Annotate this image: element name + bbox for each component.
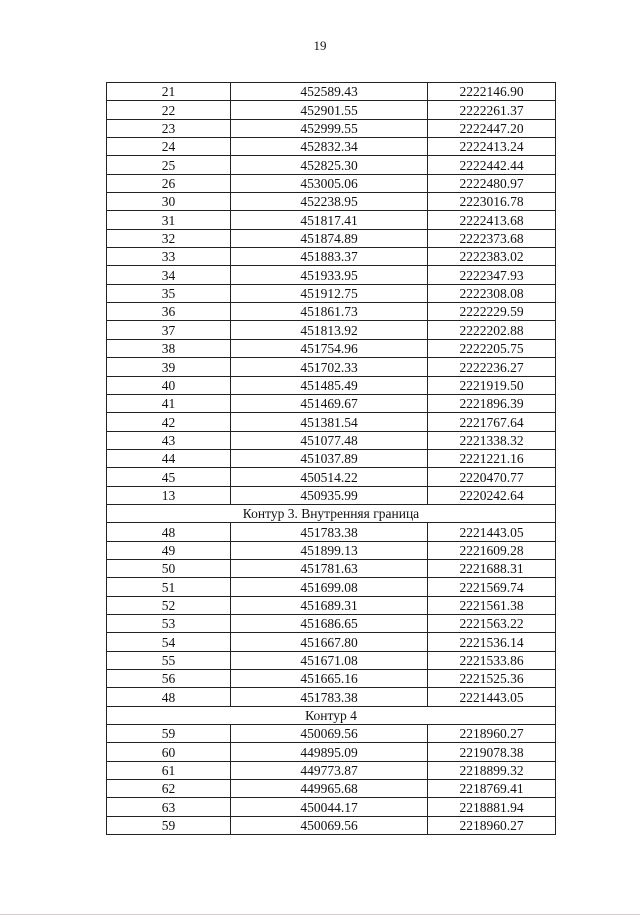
table-row <box>107 633 556 651</box>
x-coordinate-cell: 450935.99 <box>231 486 428 504</box>
table-row <box>107 358 556 376</box>
y-coordinate-cell: 2222236.27 <box>428 358 556 376</box>
x-coordinate-cell: 451671.08 <box>231 651 428 669</box>
point-number-cell: 32 <box>107 229 231 247</box>
point-number-cell: 42 <box>107 413 231 431</box>
y-coordinate-cell: 2218960.27 <box>428 725 556 743</box>
point-number-cell: 22 <box>107 101 231 119</box>
y-coordinate-cell: 2221688.31 <box>428 559 556 577</box>
table-row <box>107 725 556 743</box>
x-coordinate-cell: 451883.37 <box>231 248 428 266</box>
table-row <box>107 578 556 596</box>
x-coordinate-cell: 451783.38 <box>231 688 428 706</box>
y-coordinate-cell: 2222383.02 <box>428 248 556 266</box>
y-coordinate-cell: 2218960.27 <box>428 816 556 834</box>
point-number-cell: 54 <box>107 633 231 651</box>
point-number-cell: 23 <box>107 119 231 137</box>
x-coordinate-cell: 450069.56 <box>231 816 428 834</box>
y-coordinate-cell: 2222146.90 <box>428 83 556 101</box>
y-coordinate-cell: 2222308.08 <box>428 284 556 302</box>
y-coordinate-cell: 2222229.59 <box>428 303 556 321</box>
page-number: 19 <box>313 38 327 53</box>
x-coordinate-cell: 452832.34 <box>231 138 428 156</box>
point-number-cell: 52 <box>107 596 231 614</box>
table-row <box>107 266 556 284</box>
x-coordinate-cell: 451899.13 <box>231 541 428 559</box>
point-number-cell: 48 <box>107 523 231 541</box>
table-row <box>107 376 556 394</box>
point-number-cell: 13 <box>107 486 231 504</box>
x-coordinate-cell: 452825.30 <box>231 156 428 174</box>
y-coordinate-cell: 2222202.88 <box>428 321 556 339</box>
table-row <box>107 541 556 559</box>
section-header-row <box>107 504 556 522</box>
x-coordinate-cell: 451699.08 <box>231 578 428 596</box>
y-coordinate-cell: 2221525.36 <box>428 670 556 688</box>
point-number-cell: 24 <box>107 138 231 156</box>
x-coordinate-cell: 451077.48 <box>231 431 428 449</box>
point-number-cell: 39 <box>107 358 231 376</box>
table-row <box>107 596 556 614</box>
point-number-cell: 59 <box>107 725 231 743</box>
y-coordinate-cell: 2222373.68 <box>428 229 556 247</box>
table-row <box>107 339 556 357</box>
table-row <box>107 761 556 779</box>
y-coordinate-cell: 2222413.68 <box>428 211 556 229</box>
y-coordinate-cell: 2220242.64 <box>428 486 556 504</box>
point-number-cell: 41 <box>107 394 231 412</box>
table-row <box>107 651 556 669</box>
y-coordinate-cell: 2221443.05 <box>428 688 556 706</box>
x-coordinate-cell: 452999.55 <box>231 119 428 137</box>
x-coordinate-cell: 452901.55 <box>231 101 428 119</box>
table-row <box>107 174 556 192</box>
table-row <box>107 780 556 798</box>
x-coordinate-cell: 449965.68 <box>231 780 428 798</box>
point-number-cell: 44 <box>107 449 231 467</box>
x-coordinate-cell: 451874.89 <box>231 229 428 247</box>
table-row <box>107 303 556 321</box>
coordinates-table <box>106 82 556 835</box>
table-row <box>107 138 556 156</box>
y-coordinate-cell: 2221919.50 <box>428 376 556 394</box>
x-coordinate-cell: 453005.06 <box>231 174 428 192</box>
table-row <box>107 523 556 541</box>
x-coordinate-cell: 451381.54 <box>231 413 428 431</box>
x-coordinate-cell: 450044.17 <box>231 798 428 816</box>
point-number-cell: 21 <box>107 83 231 101</box>
x-coordinate-cell: 451665.16 <box>231 670 428 688</box>
table-row <box>107 816 556 834</box>
x-coordinate-cell: 451037.89 <box>231 449 428 467</box>
x-coordinate-cell: 451861.73 <box>231 303 428 321</box>
y-coordinate-cell: 2221563.22 <box>428 614 556 632</box>
table-row <box>107 798 556 816</box>
table-row <box>107 211 556 229</box>
y-coordinate-cell: 2218881.94 <box>428 798 556 816</box>
y-coordinate-cell: 2221443.05 <box>428 523 556 541</box>
x-coordinate-cell: 451912.75 <box>231 284 428 302</box>
y-coordinate-cell: 2223016.78 <box>428 193 556 211</box>
point-number-cell: 30 <box>107 193 231 211</box>
y-coordinate-cell: 2221569.74 <box>428 578 556 596</box>
y-coordinate-cell: 2222442.44 <box>428 156 556 174</box>
coordinates-table-body <box>107 83 556 835</box>
y-coordinate-cell: 2222205.75 <box>428 339 556 357</box>
table-row <box>107 670 556 688</box>
point-number-cell: 61 <box>107 761 231 779</box>
x-coordinate-cell: 451689.31 <box>231 596 428 614</box>
point-number-cell: 43 <box>107 431 231 449</box>
x-coordinate-cell: 450069.56 <box>231 725 428 743</box>
y-coordinate-cell: 2221767.64 <box>428 413 556 431</box>
table-row <box>107 468 556 486</box>
table-row <box>107 229 556 247</box>
point-number-cell: 26 <box>107 174 231 192</box>
x-coordinate-cell: 451485.49 <box>231 376 428 394</box>
x-coordinate-cell: 451817.41 <box>231 211 428 229</box>
table-row <box>107 449 556 467</box>
x-coordinate-cell: 449773.87 <box>231 761 428 779</box>
y-coordinate-cell: 2221561.38 <box>428 596 556 614</box>
scan-edge-line <box>0 914 640 915</box>
point-number-cell: 50 <box>107 559 231 577</box>
x-coordinate-cell: 451686.65 <box>231 614 428 632</box>
table-row <box>107 688 556 706</box>
point-number-cell: 45 <box>107 468 231 486</box>
table-row <box>107 119 556 137</box>
section-title: Контур 4 <box>107 706 556 724</box>
y-coordinate-cell: 2222413.24 <box>428 138 556 156</box>
table-row <box>107 83 556 101</box>
y-coordinate-cell: 2221609.28 <box>428 541 556 559</box>
point-number-cell: 48 <box>107 688 231 706</box>
y-coordinate-cell: 2222261.37 <box>428 101 556 119</box>
x-coordinate-cell: 451469.67 <box>231 394 428 412</box>
point-number-cell: 25 <box>107 156 231 174</box>
table-row <box>107 248 556 266</box>
point-number-cell: 40 <box>107 376 231 394</box>
table-row <box>107 101 556 119</box>
point-number-cell: 35 <box>107 284 231 302</box>
point-number-cell: 51 <box>107 578 231 596</box>
point-number-cell: 56 <box>107 670 231 688</box>
x-coordinate-cell: 451754.96 <box>231 339 428 357</box>
table-row <box>107 431 556 449</box>
y-coordinate-cell: 2221533.86 <box>428 651 556 669</box>
y-coordinate-cell: 2221338.32 <box>428 431 556 449</box>
table-row <box>107 394 556 412</box>
table-row <box>107 284 556 302</box>
table-row <box>107 413 556 431</box>
point-number-cell: 38 <box>107 339 231 357</box>
table-row <box>107 559 556 577</box>
y-coordinate-cell: 2218899.32 <box>428 761 556 779</box>
point-number-cell: 36 <box>107 303 231 321</box>
y-coordinate-cell: 2218769.41 <box>428 780 556 798</box>
point-number-cell: 53 <box>107 614 231 632</box>
table-row <box>107 743 556 761</box>
section-title: Контур 3. Внутренняя граница <box>107 504 556 522</box>
point-number-cell: 34 <box>107 266 231 284</box>
table-row <box>107 486 556 504</box>
y-coordinate-cell: 2221221.16 <box>428 449 556 467</box>
x-coordinate-cell: 451667.80 <box>231 633 428 651</box>
x-coordinate-cell: 451783.38 <box>231 523 428 541</box>
x-coordinate-cell: 452238.95 <box>231 193 428 211</box>
x-coordinate-cell: 451813.92 <box>231 321 428 339</box>
x-coordinate-cell: 452589.43 <box>231 83 428 101</box>
table-row <box>107 614 556 632</box>
section-header-row <box>107 706 556 724</box>
table-row <box>107 156 556 174</box>
x-coordinate-cell: 451781.63 <box>231 559 428 577</box>
table-row <box>107 321 556 339</box>
y-coordinate-cell: 2221896.39 <box>428 394 556 412</box>
point-number-cell: 37 <box>107 321 231 339</box>
point-number-cell: 55 <box>107 651 231 669</box>
point-number-cell: 49 <box>107 541 231 559</box>
y-coordinate-cell: 2221536.14 <box>428 633 556 651</box>
y-coordinate-cell: 2222347.93 <box>428 266 556 284</box>
point-number-cell: 33 <box>107 248 231 266</box>
point-number-cell: 62 <box>107 780 231 798</box>
x-coordinate-cell: 449895.09 <box>231 743 428 761</box>
y-coordinate-cell: 2222480.97 <box>428 174 556 192</box>
y-coordinate-cell: 2220470.77 <box>428 468 556 486</box>
y-coordinate-cell: 2222447.20 <box>428 119 556 137</box>
point-number-cell: 60 <box>107 743 231 761</box>
x-coordinate-cell: 451933.95 <box>231 266 428 284</box>
x-coordinate-cell: 451702.33 <box>231 358 428 376</box>
x-coordinate-cell: 450514.22 <box>231 468 428 486</box>
table-row <box>107 193 556 211</box>
point-number-cell: 59 <box>107 816 231 834</box>
point-number-cell: 31 <box>107 211 231 229</box>
point-number-cell: 63 <box>107 798 231 816</box>
y-coordinate-cell: 2219078.38 <box>428 743 556 761</box>
